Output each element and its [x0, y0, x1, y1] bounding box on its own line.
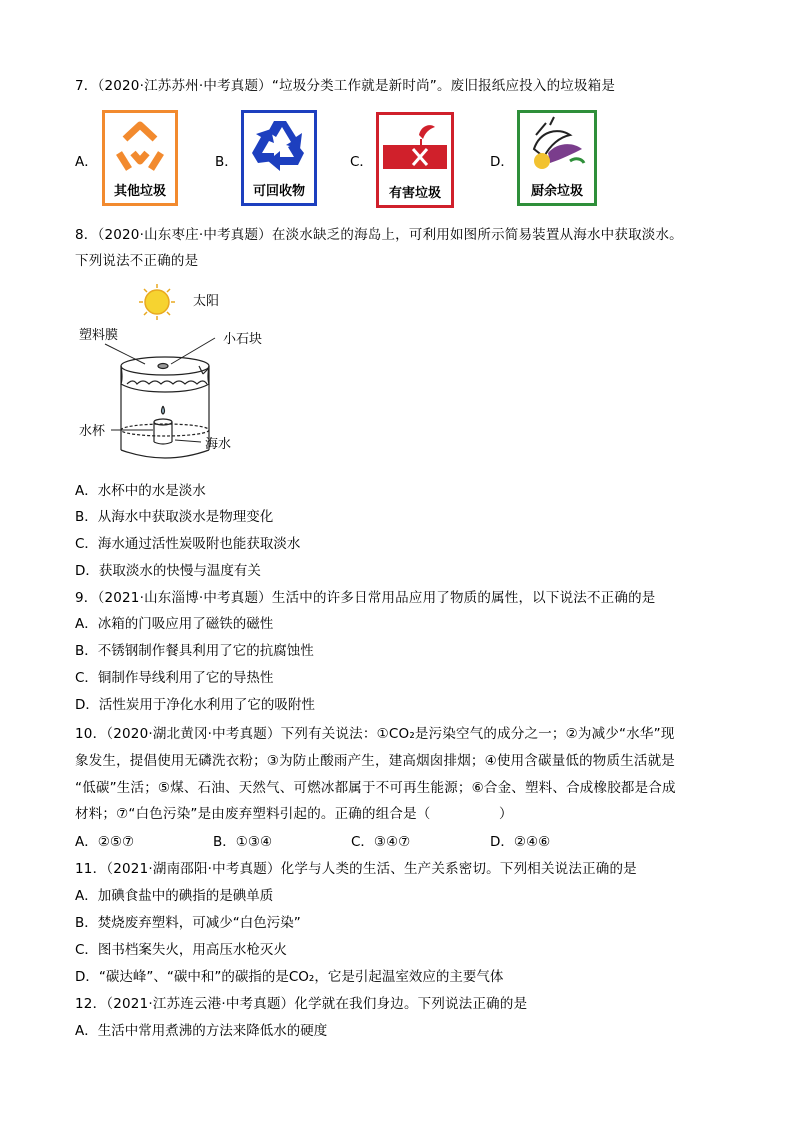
diagram-seawater-label: 海水	[205, 437, 232, 452]
q11-option-b[interactable]: B．焚烧废弃塑料，可减少“白色污染”	[75, 915, 301, 931]
q8-stem-line1: 8．（2020·山东枣庄·中考真题）在淡水缺乏的海岛上，可利用如图所示简易装置从海水中获取淡水。	[75, 227, 683, 243]
diagram-sun-label: 太阳	[193, 294, 220, 309]
q7-option-b-label: 可回收物	[252, 184, 305, 199]
q9-option-d[interactable]: D．活性炭用于净化水利用了它的吸附性	[75, 697, 315, 713]
q10-stem-line1: 10．（2020·湖北黄冈·中考真题）下列有关说法：①CO₂是污染空气的成分之一；②为减少“水华”现	[75, 726, 675, 742]
q7-option-d-bin[interactable]	[517, 110, 597, 206]
q10-stem-line2: 象发生，提倡使用无磷洗衣粉；③为防止酸雨产生，建高烟囱排烟；④使用含碳量低的物质生活就是	[75, 753, 676, 769]
q8-option-d[interactable]: D．获取淡水的快慢与温度有关	[75, 563, 261, 579]
q12-stem: 12．（2021·江苏连云港·中考真题）化学就在我们身边。下列说法正确的是	[75, 996, 528, 1012]
q9-option-c[interactable]: C．铜制作导线利用了它的导热性	[75, 670, 274, 686]
other-waste-icon	[105, 113, 175, 179]
q12-option-a[interactable]: A．生活中常用煮沸的方法来降低水的硬度	[75, 1023, 328, 1039]
q10-option-b[interactable]: B．①③④	[213, 834, 273, 850]
q10-option-d[interactable]: D．②④⑥	[490, 834, 551, 850]
q7-option-c-bin[interactable]	[376, 112, 454, 208]
q9-option-b[interactable]: B．不锈钢制作餐具利用了它的抗腐蚀性	[75, 643, 314, 659]
q8-option-a[interactable]: A．水杯中的水是淡水	[75, 483, 206, 499]
q7-option-b-letter: B．	[215, 154, 238, 170]
q8-option-c[interactable]: C．海水通过活性炭吸附也能获取淡水	[75, 536, 301, 552]
q7-option-b-bin[interactable]	[241, 110, 317, 206]
q10-option-a[interactable]: A．②⑤⑦	[75, 834, 135, 850]
q9-option-a[interactable]: A．冰箱的门吸应用了磁铁的磁性	[75, 616, 274, 632]
q11-option-c[interactable]: C．图书档案失火，用高压水枪灭火	[75, 942, 287, 958]
hazardous-waste-icon	[379, 115, 451, 181]
desalination-apparatus-diagram	[75, 280, 305, 470]
diagram-cup-label: 水杯	[79, 424, 106, 439]
sun-icon	[139, 284, 175, 320]
q10-stem-line3: “低碳”生活；⑤煤、石油、天然气、可燃冰都属于不可再生能源；⑥合金、塑料、合成橡胶都是合成	[75, 780, 676, 796]
q10-stem-line4: 材料；⑦“白色污染”是由废弃塑料引起的。正确的组合是（ ）	[75, 806, 513, 822]
recycle-icon	[244, 113, 314, 179]
q7-option-c-letter: C．	[350, 154, 373, 170]
q8-stem-line2: 下列说法不正确的是	[75, 253, 199, 269]
q7-option-a-label: 其他垃圾	[113, 184, 166, 199]
q7-option-a-letter: A．	[75, 154, 98, 170]
q8-option-b[interactable]: B．从海水中获取淡水是物理变化	[75, 509, 274, 525]
q7-stem: 7．（2020·江苏苏州·中考真题）“垃圾分类工作就是新时尚”。废旧报纸应投入的垃圾箱是	[75, 78, 616, 94]
q11-option-d[interactable]: D．“碳达峰”、“碳中和”的碳指的是CO₂，它是引起温室效应的主要气体	[75, 969, 504, 985]
diagram-stone-label: 小石块	[223, 332, 263, 347]
q11-option-a[interactable]: A．加碘食盐中的碘指的是碘单质	[75, 888, 274, 904]
diagram-film-label: 塑料膜	[79, 328, 119, 343]
q7-option-d-label: 厨余垃圾	[530, 184, 583, 199]
q10-option-c[interactable]: C．③④⑦	[351, 834, 411, 850]
q7-option-d-letter: D．	[490, 154, 514, 170]
q7-option-a-bin[interactable]	[102, 110, 178, 206]
q7-option-c-label: 有害垃圾	[388, 186, 441, 201]
q9-stem: 9．（2021·山东淄博·中考真题）生活中的许多日常用品应用了物质的属性，以下说法不正确的是	[75, 590, 656, 606]
kitchen-waste-icon	[520, 113, 594, 179]
q8-diagram	[75, 280, 305, 470]
q11-stem: 11．（2021·湖南邵阳·中考真题）化学与人类的生活、生产关系密切。下列相关说法正确的是	[75, 861, 637, 877]
